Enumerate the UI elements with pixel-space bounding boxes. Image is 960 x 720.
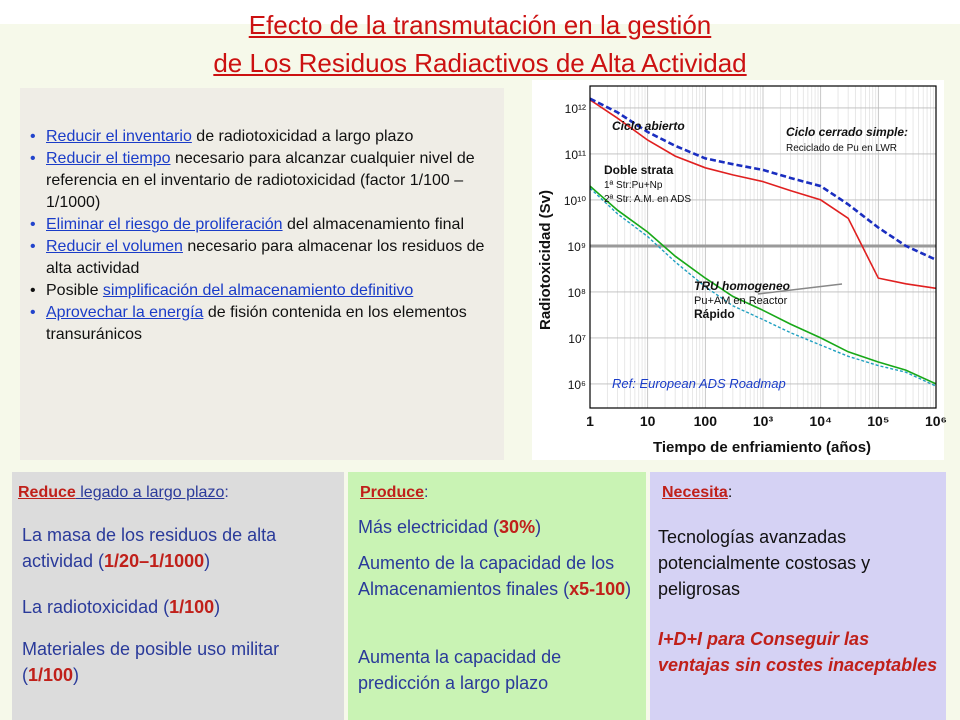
slide-title xyxy=(0,6,960,82)
x-tick-label: 10⁴ xyxy=(809,413,832,429)
produce-item-electricity-end: ) xyxy=(535,517,542,537)
bullet-dot: • xyxy=(30,216,36,233)
bullet-item xyxy=(28,236,498,280)
reduce-item-radiotox-value: 1/100 xyxy=(169,597,215,617)
reduce-item-military xyxy=(22,636,332,688)
bullet-dot: • xyxy=(30,238,36,255)
y-tick-label: 10⁸ xyxy=(567,285,586,300)
x-tick-label: 10⁵ xyxy=(867,413,890,429)
open-cycle-label: Ciclo abierto xyxy=(612,119,685,133)
bullet-text: necesario para alcanzar cualquier nivel de referencia en el inventario de radiotoxicidad (factor 1/100 – 1/1000) xyxy=(46,150,475,211)
reduce-item-radiotox-end: ) xyxy=(214,597,221,617)
bullet-link[interactable]: Reducir el inventario xyxy=(46,128,192,145)
bullet-prefix: Posible xyxy=(46,282,103,299)
necesita-panel xyxy=(650,472,946,720)
bullet-item xyxy=(28,302,498,346)
x-tick-label: 10⁶ xyxy=(924,413,948,429)
bullet-link[interactable]: Reducir el volumen xyxy=(46,238,183,255)
y-axis-label: Radiotoxicidad (Sv) xyxy=(537,189,554,331)
necesita-item-idi: I+D+I para Conseguir las ventajas sin costes inaceptables xyxy=(658,629,938,675)
radiotoxicity-chart xyxy=(532,80,948,460)
reference-note: Ref: European ADS Roadmap xyxy=(612,376,786,391)
y-tick-label: 10¹⁰ xyxy=(563,193,586,208)
tru-line-1: Pu+AM en Reactor xyxy=(694,295,788,307)
tru-homogeneo-label: TRU homogeneo xyxy=(694,279,790,293)
reduce-item-mass-text: La masa de los residuos de alta actividad ( xyxy=(22,525,277,571)
reduce-item-radiotox-text: La radiotoxicidad ( xyxy=(22,597,170,617)
bullet-item xyxy=(28,214,498,236)
reduce-item-military-value: 1/100 xyxy=(28,665,74,685)
radiotoxicity-chart-box xyxy=(532,80,948,460)
produce-item-capacity-text: Aumento de la capacidad de los Almacenamientos finales ( xyxy=(358,553,615,599)
bullet-item xyxy=(28,280,498,302)
reduce-item-military-end: ) xyxy=(73,665,80,685)
necesita-item-tech: Tecnologías avanzadas potencialmente costosas y peligrosas xyxy=(658,527,871,599)
double-strata-line-2: 2ª Str: A.M. en ADS xyxy=(604,194,692,205)
reduce-item-military-text: Materiales de posible uso militar ( xyxy=(22,639,280,685)
y-tick-labels xyxy=(564,102,586,392)
x-axis-label: Tiempo de enfriamiento (años) xyxy=(652,439,872,456)
y-tick-label: 10⁶ xyxy=(567,377,586,392)
reduce-item-mass-end: ) xyxy=(204,551,211,571)
bullet-text: de radiotoxicidad a largo plazo xyxy=(191,128,414,145)
bullet-item xyxy=(28,148,498,214)
closed-cycle-sub-label: Reciclado de Pu en LWR xyxy=(786,143,897,154)
produce-keyword: Produce xyxy=(360,484,425,501)
necesita-keyword: Necesita xyxy=(662,484,728,501)
reduce-item-radiotox xyxy=(22,594,332,620)
bullet-dot: • xyxy=(30,128,36,145)
produce-item-electricity xyxy=(358,514,642,540)
bullet-link[interactable]: Reducir el tiempo xyxy=(46,150,171,167)
bullet-item xyxy=(28,126,498,148)
reduce-colon: : xyxy=(224,484,229,501)
y-tick-label: 10⁷ xyxy=(568,331,586,346)
bullet-link[interactable]: Eliminar el riesgo de proliferación xyxy=(46,216,283,233)
produce-item-prediction: Aumenta la capacidad de predicción a largo plazo xyxy=(358,647,562,693)
reduce-heading-rest: legado a largo plazo xyxy=(75,484,225,501)
produce-item-capacity-end: ) xyxy=(625,579,632,599)
necesita-heading xyxy=(662,484,732,502)
y-tick-label: 10¹¹ xyxy=(564,147,586,162)
bullet-dot: • xyxy=(30,150,36,167)
reduce-heading xyxy=(18,484,229,502)
x-tick-label: 10³ xyxy=(752,413,774,429)
double-strata-line-1: 1ª Str:Pu+Np xyxy=(604,180,663,191)
y-tick-label: 10⁹ xyxy=(567,239,586,254)
title-line-2: de Los Residuos Radiactivos de Alta Actividad xyxy=(213,48,747,78)
bullet-link[interactable]: simplificación del almacenamiento definitivo xyxy=(102,282,414,299)
reduce-item-mass-value: 1/20–1/1000 xyxy=(104,551,205,571)
bullet-text: de fisión contenida en los elementos transuránicos xyxy=(46,304,467,343)
double-strata-label: Doble strata xyxy=(604,163,674,177)
reduce-keyword: Reduce xyxy=(18,484,76,501)
bullet-link[interactable]: Aprovechar la energía xyxy=(46,304,204,321)
title-line-1: Efecto de la transmutación en la gestión xyxy=(248,10,712,40)
bullet-text: del almacenamiento final xyxy=(282,216,464,233)
x-tick-labels xyxy=(586,413,947,429)
reduce-item-mass xyxy=(22,522,332,574)
produce-item-capacity-value: x5-100 xyxy=(569,579,626,599)
bullet-text: necesario para almacenar los residuos de alta actividad xyxy=(46,238,485,277)
bullet-list xyxy=(28,126,498,346)
bullet-dot: • xyxy=(30,282,36,299)
closed-cycle-label: Ciclo cerrado simple: xyxy=(786,125,909,139)
produce-panel xyxy=(348,472,646,720)
produce-heading xyxy=(360,484,428,502)
produce-colon: : xyxy=(424,484,429,501)
x-tick-label: 100 xyxy=(693,413,718,429)
produce-item-electricity-value: 30% xyxy=(499,517,536,537)
tru-line-2: Rápido xyxy=(694,307,735,321)
reduce-panel xyxy=(12,472,344,720)
produce-item-electricity-text: Más electricidad ( xyxy=(358,517,500,537)
y-tick-label: 10¹² xyxy=(564,101,586,116)
produce-item-capacity xyxy=(358,550,642,602)
necesita-colon: : xyxy=(727,484,733,501)
x-tick-label: 10 xyxy=(639,413,656,429)
bullet-dot: • xyxy=(30,304,36,321)
x-tick-label: 1 xyxy=(586,413,594,429)
